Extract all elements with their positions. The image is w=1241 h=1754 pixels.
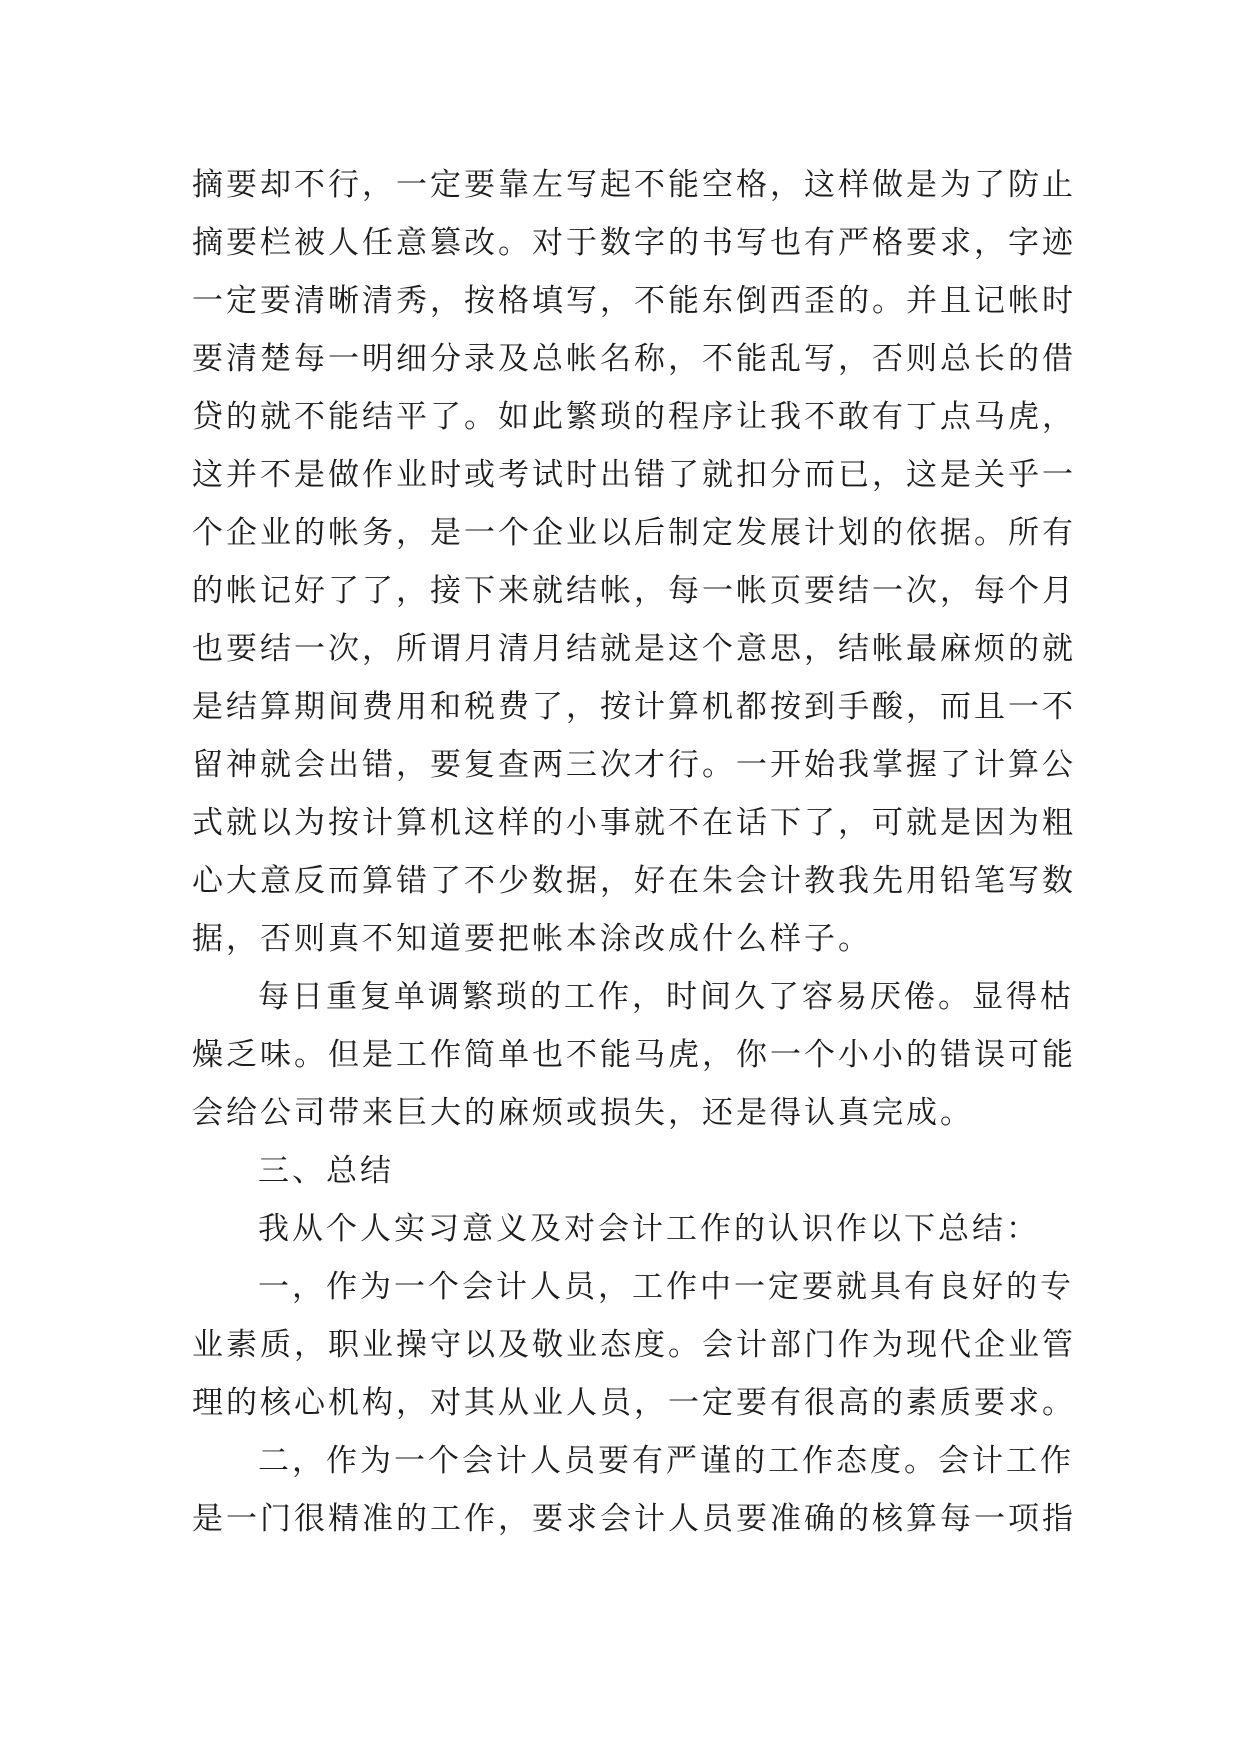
text-line: 个企业的帐务，是一个企业以后制定发展计划的依据。所有: [192, 515, 1076, 551]
text-line: 贷的就不能结平了。如此繁琐的程序让我不敢有丁点马虎，: [192, 399, 1076, 435]
section-heading: 三、总结: [258, 1153, 394, 1189]
text-line: 业素质，职业操守以及敬业态度。会计部门作为现代企业管: [192, 1327, 1076, 1363]
text-line: 燥乏味。但是工作简单也不能马虎，你一个小小的错误可能: [192, 1037, 1076, 1073]
text-line: 也要结一次，所谓月清月结就是这个意思，结帐最麻烦的就: [192, 631, 1076, 667]
text-line: 理的核心机构，对其从业人员，一定要有很高的素质要求。: [192, 1385, 1076, 1421]
text-line: 摘要栏被人任意篡改。对于数字的书写也有严格要求，字迹: [192, 225, 1076, 261]
paragraph-first-line: 一，作为一个会计人员，工作中一定要就具有良好的专: [258, 1269, 1074, 1305]
body-text: [192, 156, 1076, 1548]
text-line: 留神就会出错，要复查两三次才行。一开始我掌握了计算公: [192, 747, 1076, 783]
text-line: 一定要清晰清秀，按格填写，不能东倒西歪的。并且记帐时: [192, 283, 1076, 319]
text-line: 据，否则真不知道要把帐本涂改成什么样子。: [192, 921, 872, 957]
text-line: 摘要却不行，一定要靠左写起不能空格，这样做是为了防止: [192, 167, 1076, 203]
text-line: 这并不是做作业时或考试时出错了就扣分而已，这是关乎一: [192, 457, 1076, 493]
text-line: 会给公司带来巨大的麻烦或损失，还是得认真完成。: [192, 1095, 974, 1131]
text-line: 的帐记好了了，接下来就结帐，每一帐页要结一次，每个月: [192, 573, 1076, 609]
text-line: 心大意反而算错了不少数据，好在朱会计教我先用铅笔写数: [192, 863, 1076, 899]
paragraph-first-line: 每日重复单调繁琐的工作，时间久了容易厌倦。显得枯: [258, 979, 1074, 1015]
paragraph-first-line: 我从个人实习意义及对会计工作的认识作以下总结：: [258, 1211, 1040, 1247]
text-line: 式就以为按计算机这样的小事就不在话下了，可就是因为粗: [192, 805, 1076, 841]
paragraph-first-line: 二，作为一个会计人员要有严谨的工作态度。会计工作: [258, 1443, 1074, 1479]
text-line: 要清楚每一明细分录及总帐名称，不能乱写，否则总长的借: [192, 341, 1076, 377]
text-line: 是结算期间费用和税费了，按计算机都按到手酸，而且一不: [192, 689, 1076, 725]
text-line: 是一门很精准的工作，要求会计人员要准确的核算每一项指: [192, 1501, 1076, 1537]
